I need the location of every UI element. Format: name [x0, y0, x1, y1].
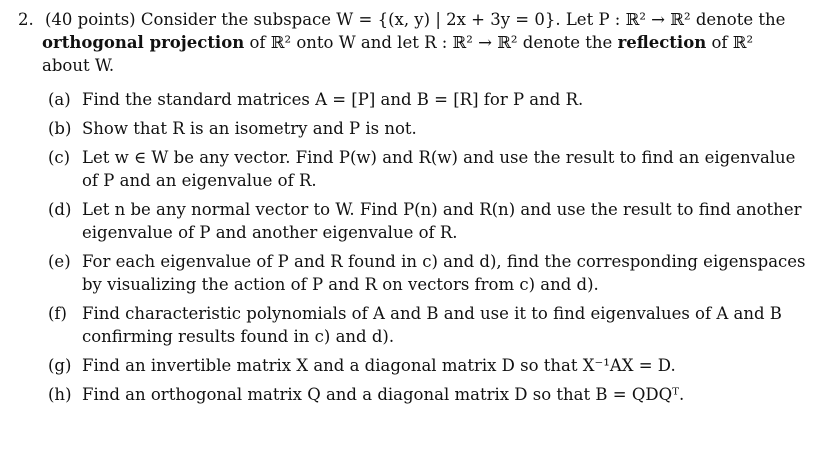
statement-text-2: of ℝ² onto W and let R : ℝ² → ℝ² denote the [249, 33, 613, 52]
part-text: Let n be any normal vector to W. Find P(n) and R(n) and use the result to find another eigenvalue of P and another eigenvalue of R. [82, 200, 802, 242]
part-text: Find an orthogonal matrix Q and a diagonal matrix D so that B = QDQᵀ. [82, 385, 685, 404]
part-g [48, 354, 808, 377]
statement-text-1: Consider the subspace W = {(x, y) | 2x + 3y = 0}. Let P : ℝ² → ℝ² denote the [140, 10, 786, 29]
problem-number: 2. [18, 10, 34, 29]
part-label: (g) [48, 356, 72, 375]
part-text: Let w ∈ W be any vector. Find P(w) and R(w) and use the result to find an eigenvalue of P and an eigenvalue of R. [82, 148, 796, 190]
term-orthogonal-projection: orthogonal projection [42, 33, 245, 52]
statement-line-1 [18, 8, 808, 31]
part-a [48, 88, 808, 111]
part-c [48, 146, 808, 192]
part-text: Find characteristic polynomials of A and B and use it to find eigenvalues of A and B confirming results found in c) and d). [82, 304, 782, 346]
part-text: Find an invertible matrix X and a diagonal matrix D so that X⁻¹AX = D. [82, 356, 676, 375]
part-b [48, 117, 808, 140]
part-e [48, 250, 808, 296]
part-text: For each eigenvalue of P and R found in c) and d), find the corresponding eigenspaces by visualizing the action of P and R on vectors from c) and d). [82, 252, 806, 294]
statement-text-3: of ℝ² [711, 33, 754, 52]
part-label: (f) [48, 304, 67, 323]
part-label: (e) [48, 252, 71, 271]
part-label: (h) [48, 385, 72, 404]
part-h [48, 383, 808, 406]
statement-line-2 [18, 31, 808, 54]
problem-2 [18, 8, 808, 412]
part-label: (d) [48, 200, 72, 219]
part-f [48, 302, 808, 348]
part-d [48, 198, 808, 244]
problem-points: (40 points) [45, 10, 136, 29]
problem-statement [18, 8, 808, 77]
part-label: (b) [48, 119, 72, 138]
statement-line-3: about W. [42, 56, 115, 75]
part-label: (a) [48, 90, 71, 109]
part-text: Show that R is an isometry and P is not. [82, 119, 417, 138]
parts-list [18, 88, 808, 406]
part-label: (c) [48, 148, 71, 167]
part-text: Find the standard matrices A = [P] and B = [R] for P and R. [82, 90, 584, 109]
term-reflection: reflection [617, 33, 707, 52]
